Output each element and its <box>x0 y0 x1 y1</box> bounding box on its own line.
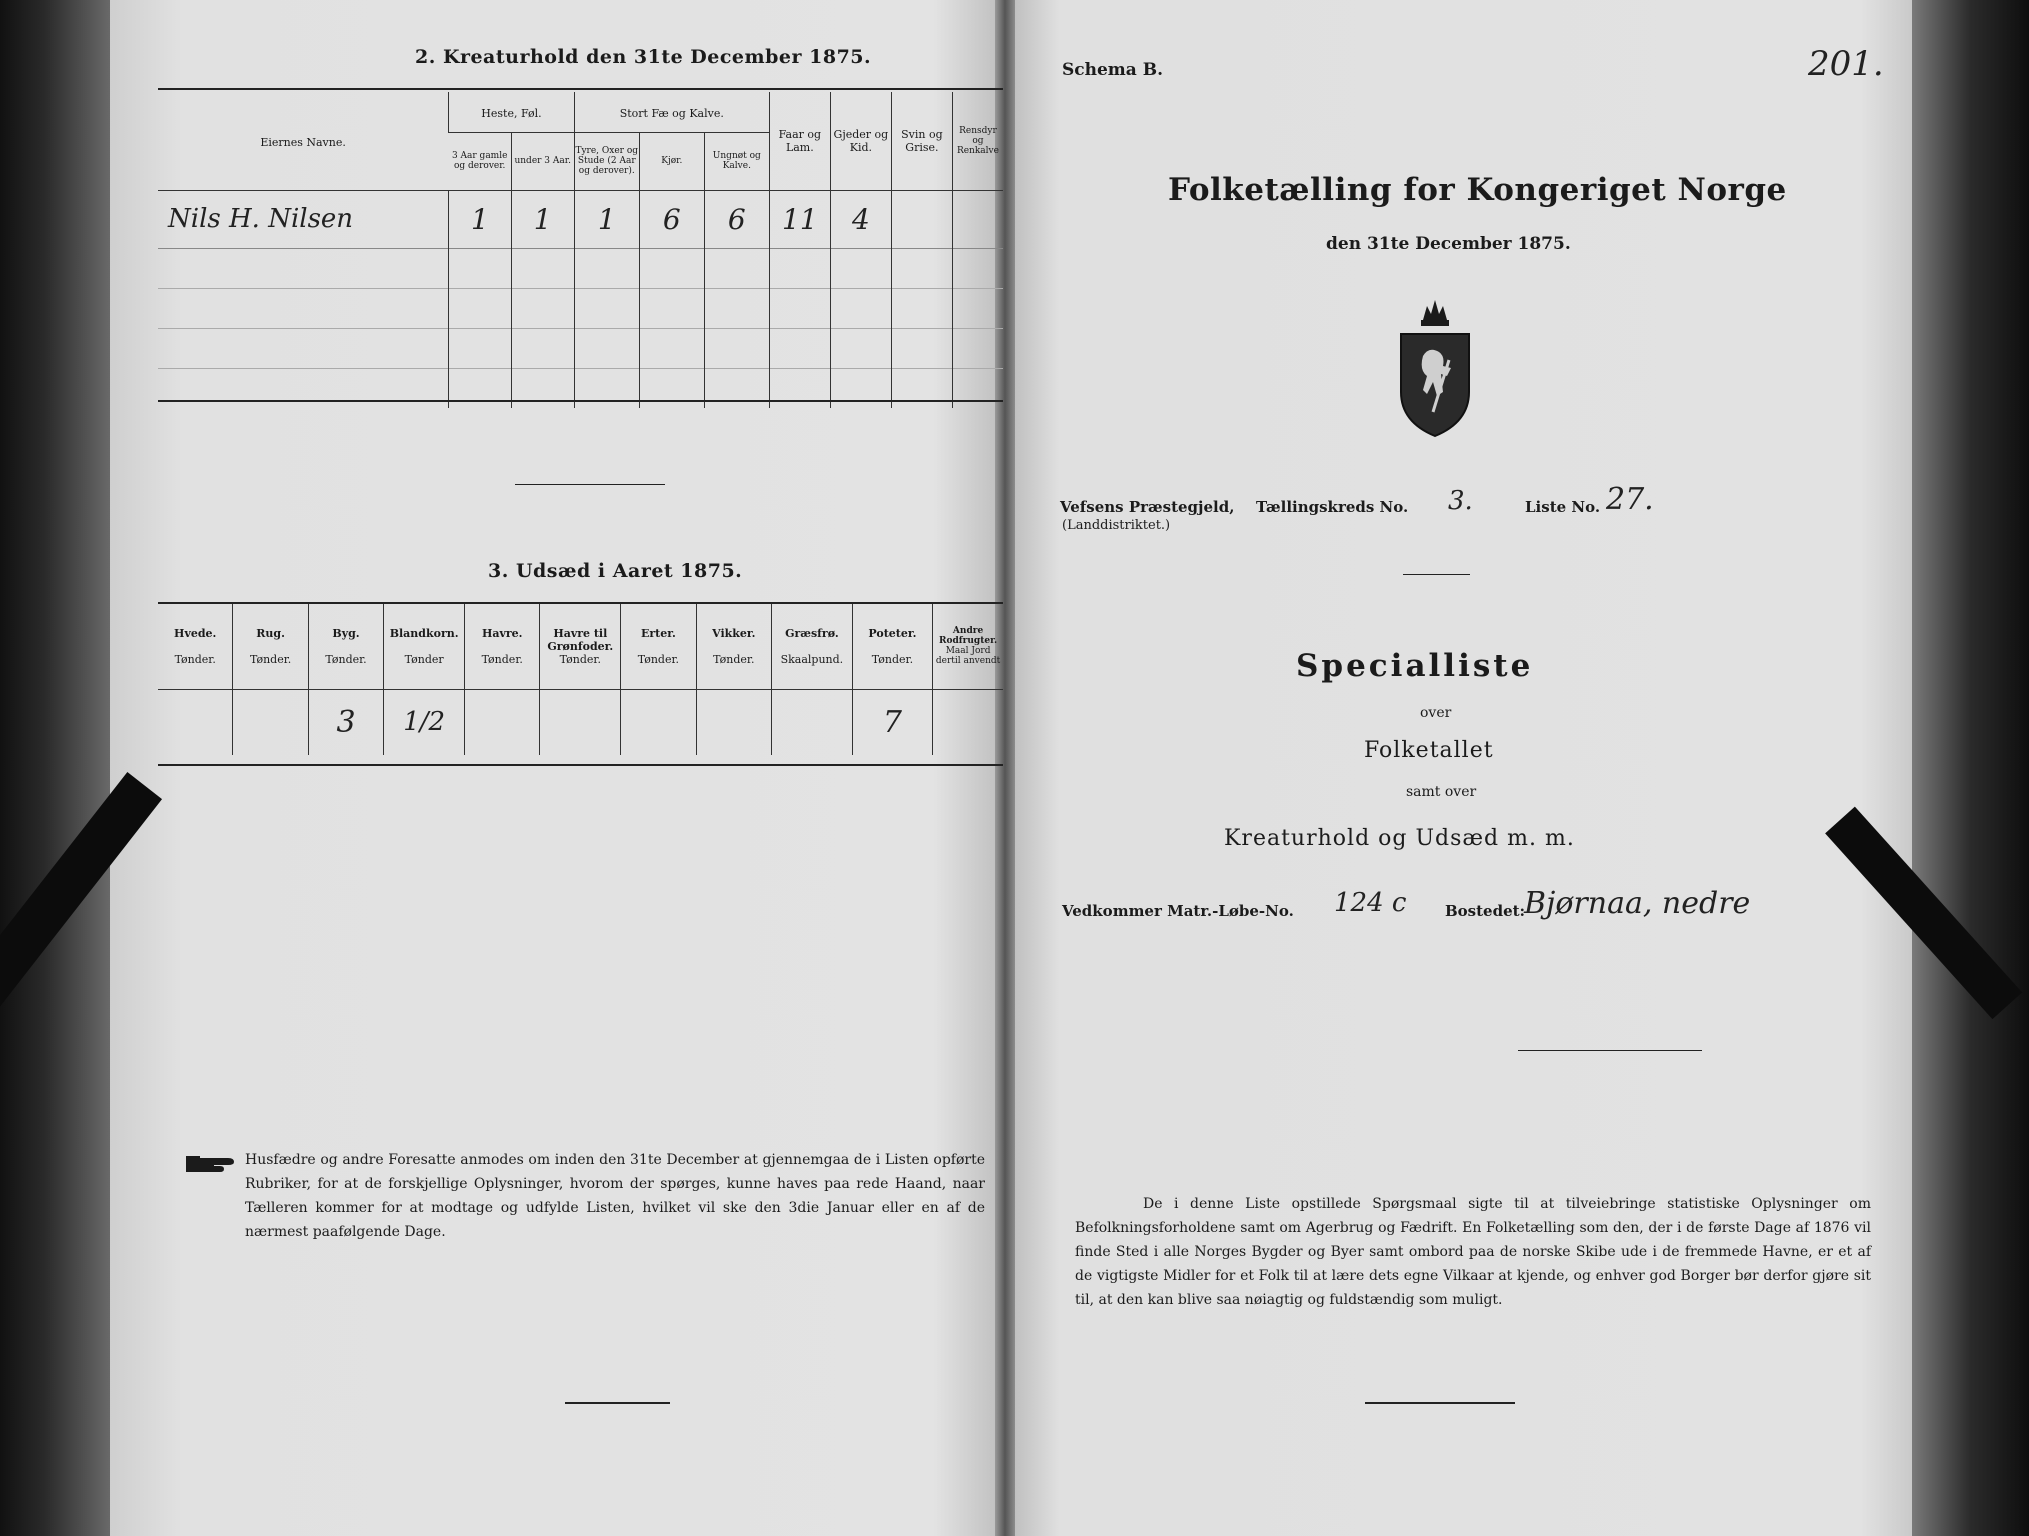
horses-under-3-header: under 3 Aar. <box>511 132 574 190</box>
table-row <box>158 368 1003 408</box>
schema-label: Schema B. <box>1062 60 1164 80</box>
wheat-header: Hvede. Tønder. <box>174 626 217 666</box>
book-edge-right <box>1912 0 2029 1536</box>
young-cattle-cell: 6 <box>727 202 746 236</box>
list-value: 27. <box>1606 482 1654 517</box>
left-footer-rule <box>565 1402 670 1404</box>
horses-3-over-header: 3 Aar gamle og derover. <box>449 132 512 190</box>
district-value: 3. <box>1448 486 1473 516</box>
main-subtitle: den 31te December 1875. <box>1326 234 1571 254</box>
table-row <box>158 328 1003 368</box>
notice-paragraph: Husfædre og andre Foresatte anmodes om inden den 31te December at gjennemgaa de i Listen opførte Rubriker, for at de forskjellige Oplysninger, hvorom der spørges, kunne haves paa rede Haand, naar Tælleren kommer for at modtage og udfylde Listen, hvilket vil ske den 3die Januar eller en af de nærmest paafølgende Dage. <box>245 1152 985 1240</box>
footer-paragraph: De i denne Liste opstillede Spørgsmaal sigte til at tilveiebringe statistiske Oplysninger om Befolkningsforholdene samt om Agerbrug og Fædrift. En Folketælling som den, der i de første Dage af 1876 vil finde Sted i alle Norges Bygder og Byer samt ombord paa de norske Skibe ude i de fremmede Havne, er et af de vigtigste Midler for et Folk til at lære dets egne Vilkaar at kjende, og enhver god Borger bør derfor gjøre sit til, at den kan blive saa nøiagtig og fuldstændig som muligt. <box>1075 1196 1871 1308</box>
kreaturhold-text: Kreaturhold og Udsæd m. m. <box>1224 826 1575 851</box>
barley-cell: 3 <box>336 704 356 740</box>
bulls-cell: 1 <box>597 202 616 236</box>
table-row <box>158 248 1003 288</box>
owner-name-header: Eiernes Navne. <box>158 92 449 190</box>
livestock-table <box>158 92 1003 408</box>
horses-3-over-cell: 1 <box>471 202 489 236</box>
rye-header: Rug. Tønder. <box>233 604 308 689</box>
right-divider-1 <box>1403 574 1470 575</box>
cattle-group-header: Stort Fæ og Kalve. <box>574 92 769 132</box>
samt-over-text: samt over <box>1406 784 1477 800</box>
horses-under-3-cell: 1 <box>533 202 552 236</box>
table-row <box>158 689 1003 755</box>
oats-header: Havre. Tønder. <box>465 604 540 689</box>
matr-label: Vedkommer Matr.-Løbe-No. <box>1062 902 1294 920</box>
barley-header: Byg. Tønder. <box>308 604 383 689</box>
vetch-header: Vikker. Tønder. <box>696 604 771 689</box>
section3-title: 3. Udsæd i Aaret 1875. <box>488 560 743 582</box>
table-row <box>158 288 1003 328</box>
book-edge-left <box>0 0 112 1536</box>
main-title: Folketælling for Kongeriget Norge <box>1168 172 1787 208</box>
over-text-1: over <box>1420 705 1452 721</box>
goats-header: Gjeder og Kid. <box>830 92 891 190</box>
goats-cell: 4 <box>851 202 870 236</box>
right-footer-rule <box>1365 1402 1515 1404</box>
mixed-grain-header: Blandkorn. Tønder <box>384 604 465 689</box>
sheep-header: Faar og Lam. <box>769 92 830 190</box>
parish-sublabel: (Landdistriktet.) <box>1062 518 1171 533</box>
norway-coat-of-arms-icon <box>1393 296 1477 444</box>
grass-seed-header: Græsfrø. Skaalpund. <box>772 604 853 689</box>
oats-fodder-header: Havre til Grønfoder. Tønder. <box>540 604 621 689</box>
section2-top-rule <box>158 88 1003 90</box>
mixed-grain-cell: 1/2 <box>403 707 446 738</box>
owner-name-cell: Nils H. Nilsen <box>168 204 354 234</box>
young-cattle-header: Ungnøt og Kalve. <box>704 132 769 190</box>
sheep-cell: 11 <box>782 202 818 236</box>
district-label: Tællingskreds No. <box>1256 498 1409 516</box>
peas-header: Erter. Tønder. <box>621 604 696 689</box>
parish-label: Vefsens Præstegjeld, <box>1060 498 1235 516</box>
potatoes-cell: 7 <box>882 704 902 740</box>
other-roots-header: Andre Rodfrugter. Maal Jord dertil anvendt <box>933 604 1003 689</box>
list-label: Liste No. <box>1525 498 1601 516</box>
folketallet-text: Folketallet <box>1364 738 1494 763</box>
section3-bottom-rule <box>158 764 1003 766</box>
bulls-header: Tyre, Oxer og Stude (2 Aar og derover). <box>574 132 639 190</box>
specialliste-title: Specialliste <box>1296 648 1534 684</box>
horses-group-header: Heste, Føl. <box>449 92 575 132</box>
sowing-table <box>158 604 1003 755</box>
bosted-label: Bostedet: <box>1445 902 1526 920</box>
page-number: 201. <box>1808 44 1884 84</box>
section2-bottom-rule <box>158 400 1003 402</box>
cows-header: Kjør. <box>639 132 704 190</box>
section-divider <box>515 484 665 485</box>
section2-title: 2. Kreaturhold den 31te December 1875. <box>415 46 872 68</box>
pigs-header: Svin og Grise. <box>891 92 952 190</box>
bosted-underline <box>1518 1050 1702 1051</box>
matr-value: 124 c <box>1334 888 1407 918</box>
table-row <box>158 190 1003 248</box>
reindeer-header: Rensdyr og Renkalve <box>952 92 1003 190</box>
bosted-value: Bjørnaa, nedre <box>1524 886 1751 921</box>
pointing-hand-icon <box>184 1152 240 1180</box>
cows-cell: 6 <box>662 202 681 236</box>
potatoes-header: Poteter. Tønder. <box>852 604 932 689</box>
